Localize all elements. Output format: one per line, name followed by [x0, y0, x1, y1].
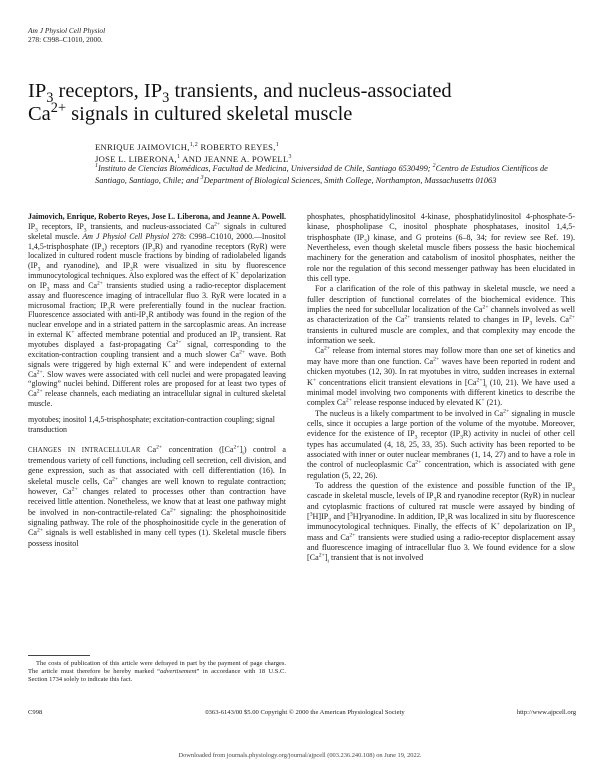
copyright-line: 0363-6143/00 $5.00 Copyright © 2000 the American Physiological Society: [205, 709, 405, 716]
right-column: [307, 212, 575, 564]
introduction-paragraph: CHANGES IN INTRACELLULAR $Ca^{2+}$ concentration $([Ca^{2+}]_i)$ control a tremendous variety of cell functions, including cell secretion, cell division, and gene expression, such as that associated with cell differentiation (16). In skeletal muscle cells, $Ca^{2+}$ changes are well known to regulate contraction; however, $Ca^{2+}$ changes related to processes other than contraction have received little attention. Nonetheless, we know that at least one pathway might be involved in non-contractile-related $Ca^{2+}$ signaling: the phosphoinositide signaling pathway. The role of the phosphoinositide cycle in the generation of $Ca^{2+}$ signals is well established in many cell types (1). Skeletal muscle fibers possess inositol: [28, 443, 287, 548]
author-list: ENRIQUE JAIMOVICH,$^{1,2}$ ROBERTO REYES,$^1$ JOSE L. LIBERONA,$^1$ AND JEANNE A. POWELL$^3$: [95, 142, 292, 164]
paragraph: For a clarification of the role of this pathway in skeletal muscle, we need a fuller description of functional correlates of the biochemical evidence. This implies the need for subcellular localization of the $Ca^{2+}$ channels involved as well as characterization of the $Ca^{2+}$ transients related to changes in $IP_3$ levels. $Ca^{2+}$ transients in cultured muscle are complex, and that complexity may encode the information we seek.: [307, 284, 575, 346]
paragraph: phosphates, phosphatidylinositol 4-kinase, phosphatidylinositol 4-phosphate-5-kinase, phospholipase C, inositol phosphate phosphatases, inositol 1,4,5-trisphosphate $(IP_3)$ kinase, and G proteins (6–8, 34; for review see Ref. 19). Nevertheless, even though skeletal muscle fibers possess the basic biochemical machinery for the generation and catabolism of inositol phosphates, neither the role nor the regulation of this second messenger pathway has been elucidated in this cell type.: [307, 212, 576, 284]
paragraph: The nucleus is a likely compartment to be involved in $Ca^{2+}$ signaling in muscle cells, since it occupies a large portion of the volume of the myotube. Moreover, evidence for the existence of $IP_3$ receptor $(IP_3R)$ activity in nuclei of other cell types has accumulated (4, 18, 25, 33, 35). Such activity has been reported to be associated with inner or outer nuclear membranes (1, 14, 27) and to have a role in the control of nucleoplasmic $Ca^{2+}$ concentration, which is associated with gene regulation (5, 22, 26).: [307, 407, 575, 480]
journal-url-link[interactable]: http://www.ajpcell.org: [516, 709, 576, 716]
journal-header: [28, 26, 105, 44]
paragraph: $Ca^{2+}$ release from internal stores may follow more than one set of kinetics and may have more than one function. $Ca^{2+}$ waves have been reported in rodent and chicken myotubes (12, 30). In rat myotubes in vitro, sudden increases in external K+ concentrations elicit transient elevations in $[Ca^{2+}]_i$ (10, 21). We have used a minimal model involving two components with different kinetics to describe the complex $Ca^{2+}$ release response induced by elevated K+ (21).: [307, 345, 576, 408]
left-column: [28, 212, 286, 549]
affiliations: $^1$Instituto de Ciencias Biomédicas, Facultad de Medicina, Universidad de Chile, Santiago 6530499; $^2$Centro de Estudios Científicos de Santiago, Santiago, Chile; and $^3$Department of Biological Sciences, Smith College, Northampton, Massachusetts 01063: [95, 163, 548, 185]
abstract-authors: Jaimovich, Enrique, Roberto Reyes, Jose L. Liberona, and Jeanne A. Powell.: [28, 212, 286, 221]
page-number: C998: [28, 709, 43, 716]
journal-citation: 278: C998–C1010, 2000.: [28, 35, 103, 45]
article-title: $IP_3$ receptors, $IP_3$ transients, and nucleus-associated $Ca^{2+}$ signals in cultured skeletal muscle: [28, 80, 452, 125]
keywords: myotubes; inositol 1,4,5-trisphosphate; excitation-contraction coupling; signal transduction: [28, 414, 275, 434]
journal-name: Am J Physiol Cell Physiol: [28, 26, 106, 35]
download-notice: Downloaded from journals.physiology.org/journal/ajpcell (003.236.240.108) on June 19, 2022.: [178, 752, 422, 759]
publication-footnote: The costs of publication of this article were defrayed in part by the payment of page charges. The article must therefore be hereby marked “advertisement” in accordance with 18 U.S.C. Section 1734 solely to indicate this fact.: [28, 660, 286, 683]
abstract: Jaimovich, Enrique, Roberto Reyes, Jose L. Liberona, and Jeanne A. Powell. $IP_3$ receptors, $IP_3$ transients, and nucleus-associated $Ca^{2+}$ signals in cultured skeletal muscle. Am J Physiol Cell Physiol 278: C998–C1010, 2000.—Inositol 1,4,5-trisphosphate $(IP_3)$ receptors $(IP_3R)$ and ryanodine receptors (RyR) were localized in cultured rodent muscle fractions by binding of radiolabeled ligands ($IP_3$ and ryanodine), and $IP_3R$ were visualized in situ by fluorescence immunocytological techniques. Also explored was the effect of K+ depolarization on $IP_3$ mass and $Ca^{2+}$ transients studied using a radio-receptor displacement assay and fluorescence imaging of intracellular fluo 3. RyR were located in a microsomal fraction; $IP_3R$ were preferentially found in the nuclear fraction. Fluorescence associated with anti-$IP_3R$ antibody was found in the region of the nuclear envelope and in a striated pattern in the sarcoplasmic areas. An increase in external K+ affected membrane potential and produced an $IP_3$ transient. Rat myotubes displayed a fast-propagating $Ca^{2+}$ signal, corresponding to the excitation-contraction coupling transient and a much slower $Ca^{2+}$ wave. Both signals were triggered by high external K+ and were independent of external $Ca^{2+}$. Slow waves were associated with cell nuclei and were propagated leaving “glowing” nuclei behind. Different roles are proposed for at least two types of $Ca^{2+}$ release channels, each mediating an intracellular signal in cultured skeletal muscle.: [28, 212, 287, 409]
paragraph: To address the question of the existence and possible function of the $IP_3$ cascade in skeletal muscle, levels of $IP_3R$ and ryanodine receptor (RyR) in nuclear and cytoplasmic fractions of cultured rat muscle were assayed by binding of $[^3H]IP_3$ and [$^3$H]ryanodine. In addition, $IP_3R$ was localized in situ by fluorescence immunocytological techniques. Finally, the effects of K+ depolarization on $IP_3$ mass and $Ca^{2+}$ transients were studied using a radio-receptor displacement assay and fluorescence imaging of intracellular fluo 3. We found evidence for a slow $[Ca^{2+}]_i$ transient that is not involved: [307, 480, 576, 565]
footnote-divider: [28, 655, 90, 656]
